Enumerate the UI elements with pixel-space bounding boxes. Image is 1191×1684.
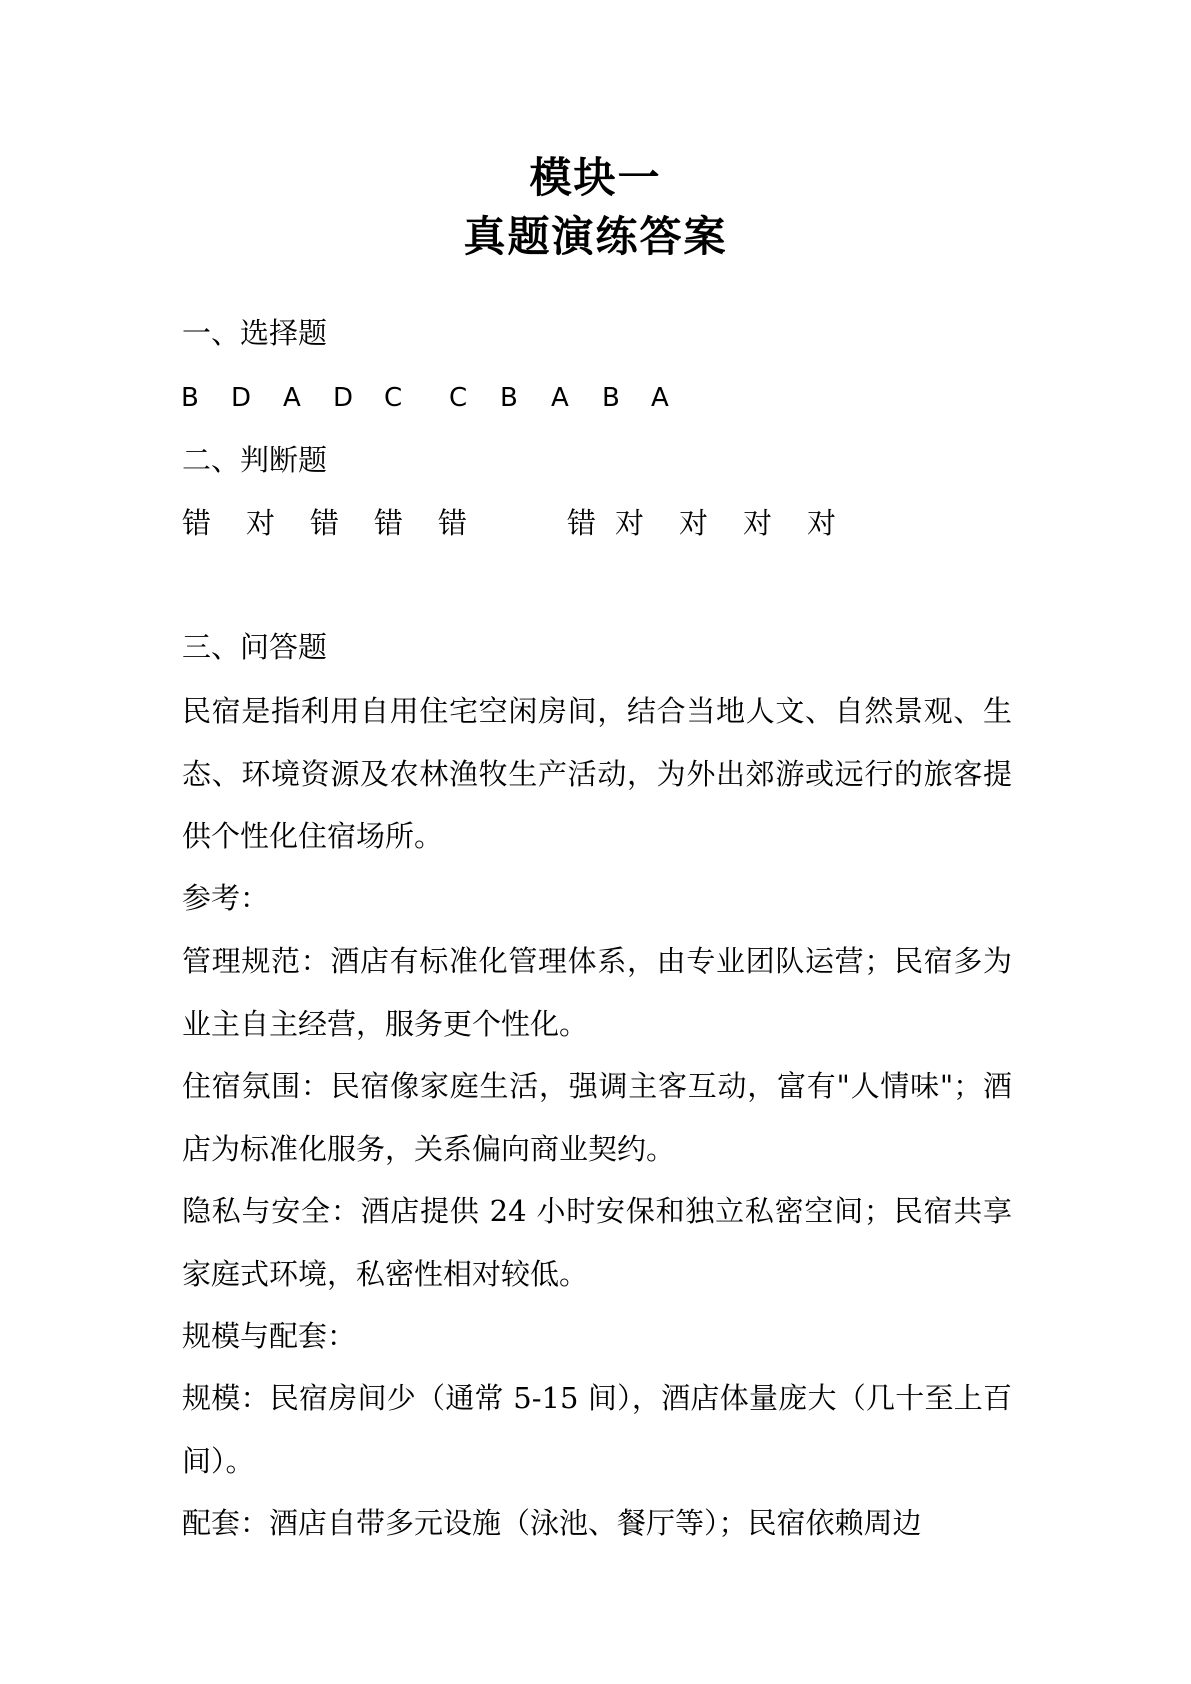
section-heading-choice: 一、选择题 xyxy=(182,316,328,350)
judgment-answer-3: 错 xyxy=(310,506,340,540)
choice-answer-6: C xyxy=(449,383,468,413)
choice-answer-9: B xyxy=(602,383,620,413)
choice-answer-5: C xyxy=(384,383,403,413)
choice-answer-8: A xyxy=(551,383,569,413)
scale-paragraph: 规模：民宿房间少（通常 5-15 间），酒店体量庞大（几十至上百间）。 xyxy=(182,1381,1012,1478)
section-heading-judgment: 二、判断题 xyxy=(182,443,328,477)
judgment-answer-8: 对 xyxy=(679,506,709,540)
qa-definition-paragraph: 民宿是指利用自用住宅空闲房间，结合当地人文、自然景观、生态、环境资源及农林渔牧生产活动，为外出郊游或远行的旅客提供个性化住宿场所。 xyxy=(182,694,1012,853)
page-title: 真题演练答案 xyxy=(463,212,728,261)
atmosphere-paragraph: 住宿氛围：民宿像家庭生活，强调主客互动，富有"人情味"；酒店为标准化服务，关系偏向商业契约。 xyxy=(182,1069,1012,1166)
judgment-answer-1: 错 xyxy=(182,506,212,540)
choice-answer-3: A xyxy=(283,383,301,413)
judgment-answers xyxy=(0,503,1191,543)
privacy-paragraph: 隐私与安全：酒店提供 24 小时安保和独立私密空间；民宿共享家庭式环境，私密性相对较低。 xyxy=(182,1194,1012,1291)
choice-answer-10: A xyxy=(651,383,669,413)
judgment-answer-9: 对 xyxy=(743,506,773,540)
choice-answer-1: B xyxy=(181,383,199,413)
judgment-answer-6: 错 xyxy=(567,506,597,540)
judgment-answer-2: 对 xyxy=(246,506,276,540)
facilities-paragraph: 配套：酒店自带多元设施（泳池、餐厅等）；民宿依赖周边 xyxy=(182,1506,922,1540)
section-heading-qa: 三、问答题 xyxy=(182,630,328,664)
management-paragraph: 管理规范：酒店有标准化管理体系，由专业团队运营；民宿多为业主自主经营，服务更个性化。 xyxy=(182,944,1012,1041)
choice-answer-2: D xyxy=(231,383,252,413)
scale-heading: 规模与配套： xyxy=(182,1319,357,1353)
reference-label: 参考： xyxy=(182,881,270,915)
choice-answer-4: D xyxy=(333,383,354,413)
judgment-answer-7: 对 xyxy=(615,506,645,540)
module-title: 模块一 xyxy=(529,153,662,202)
choice-answer-7: B xyxy=(500,383,518,413)
judgment-answer-10: 对 xyxy=(807,506,837,540)
judgment-answer-5: 错 xyxy=(438,506,468,540)
choice-answers xyxy=(0,378,1191,418)
judgment-answer-4: 错 xyxy=(374,506,404,540)
